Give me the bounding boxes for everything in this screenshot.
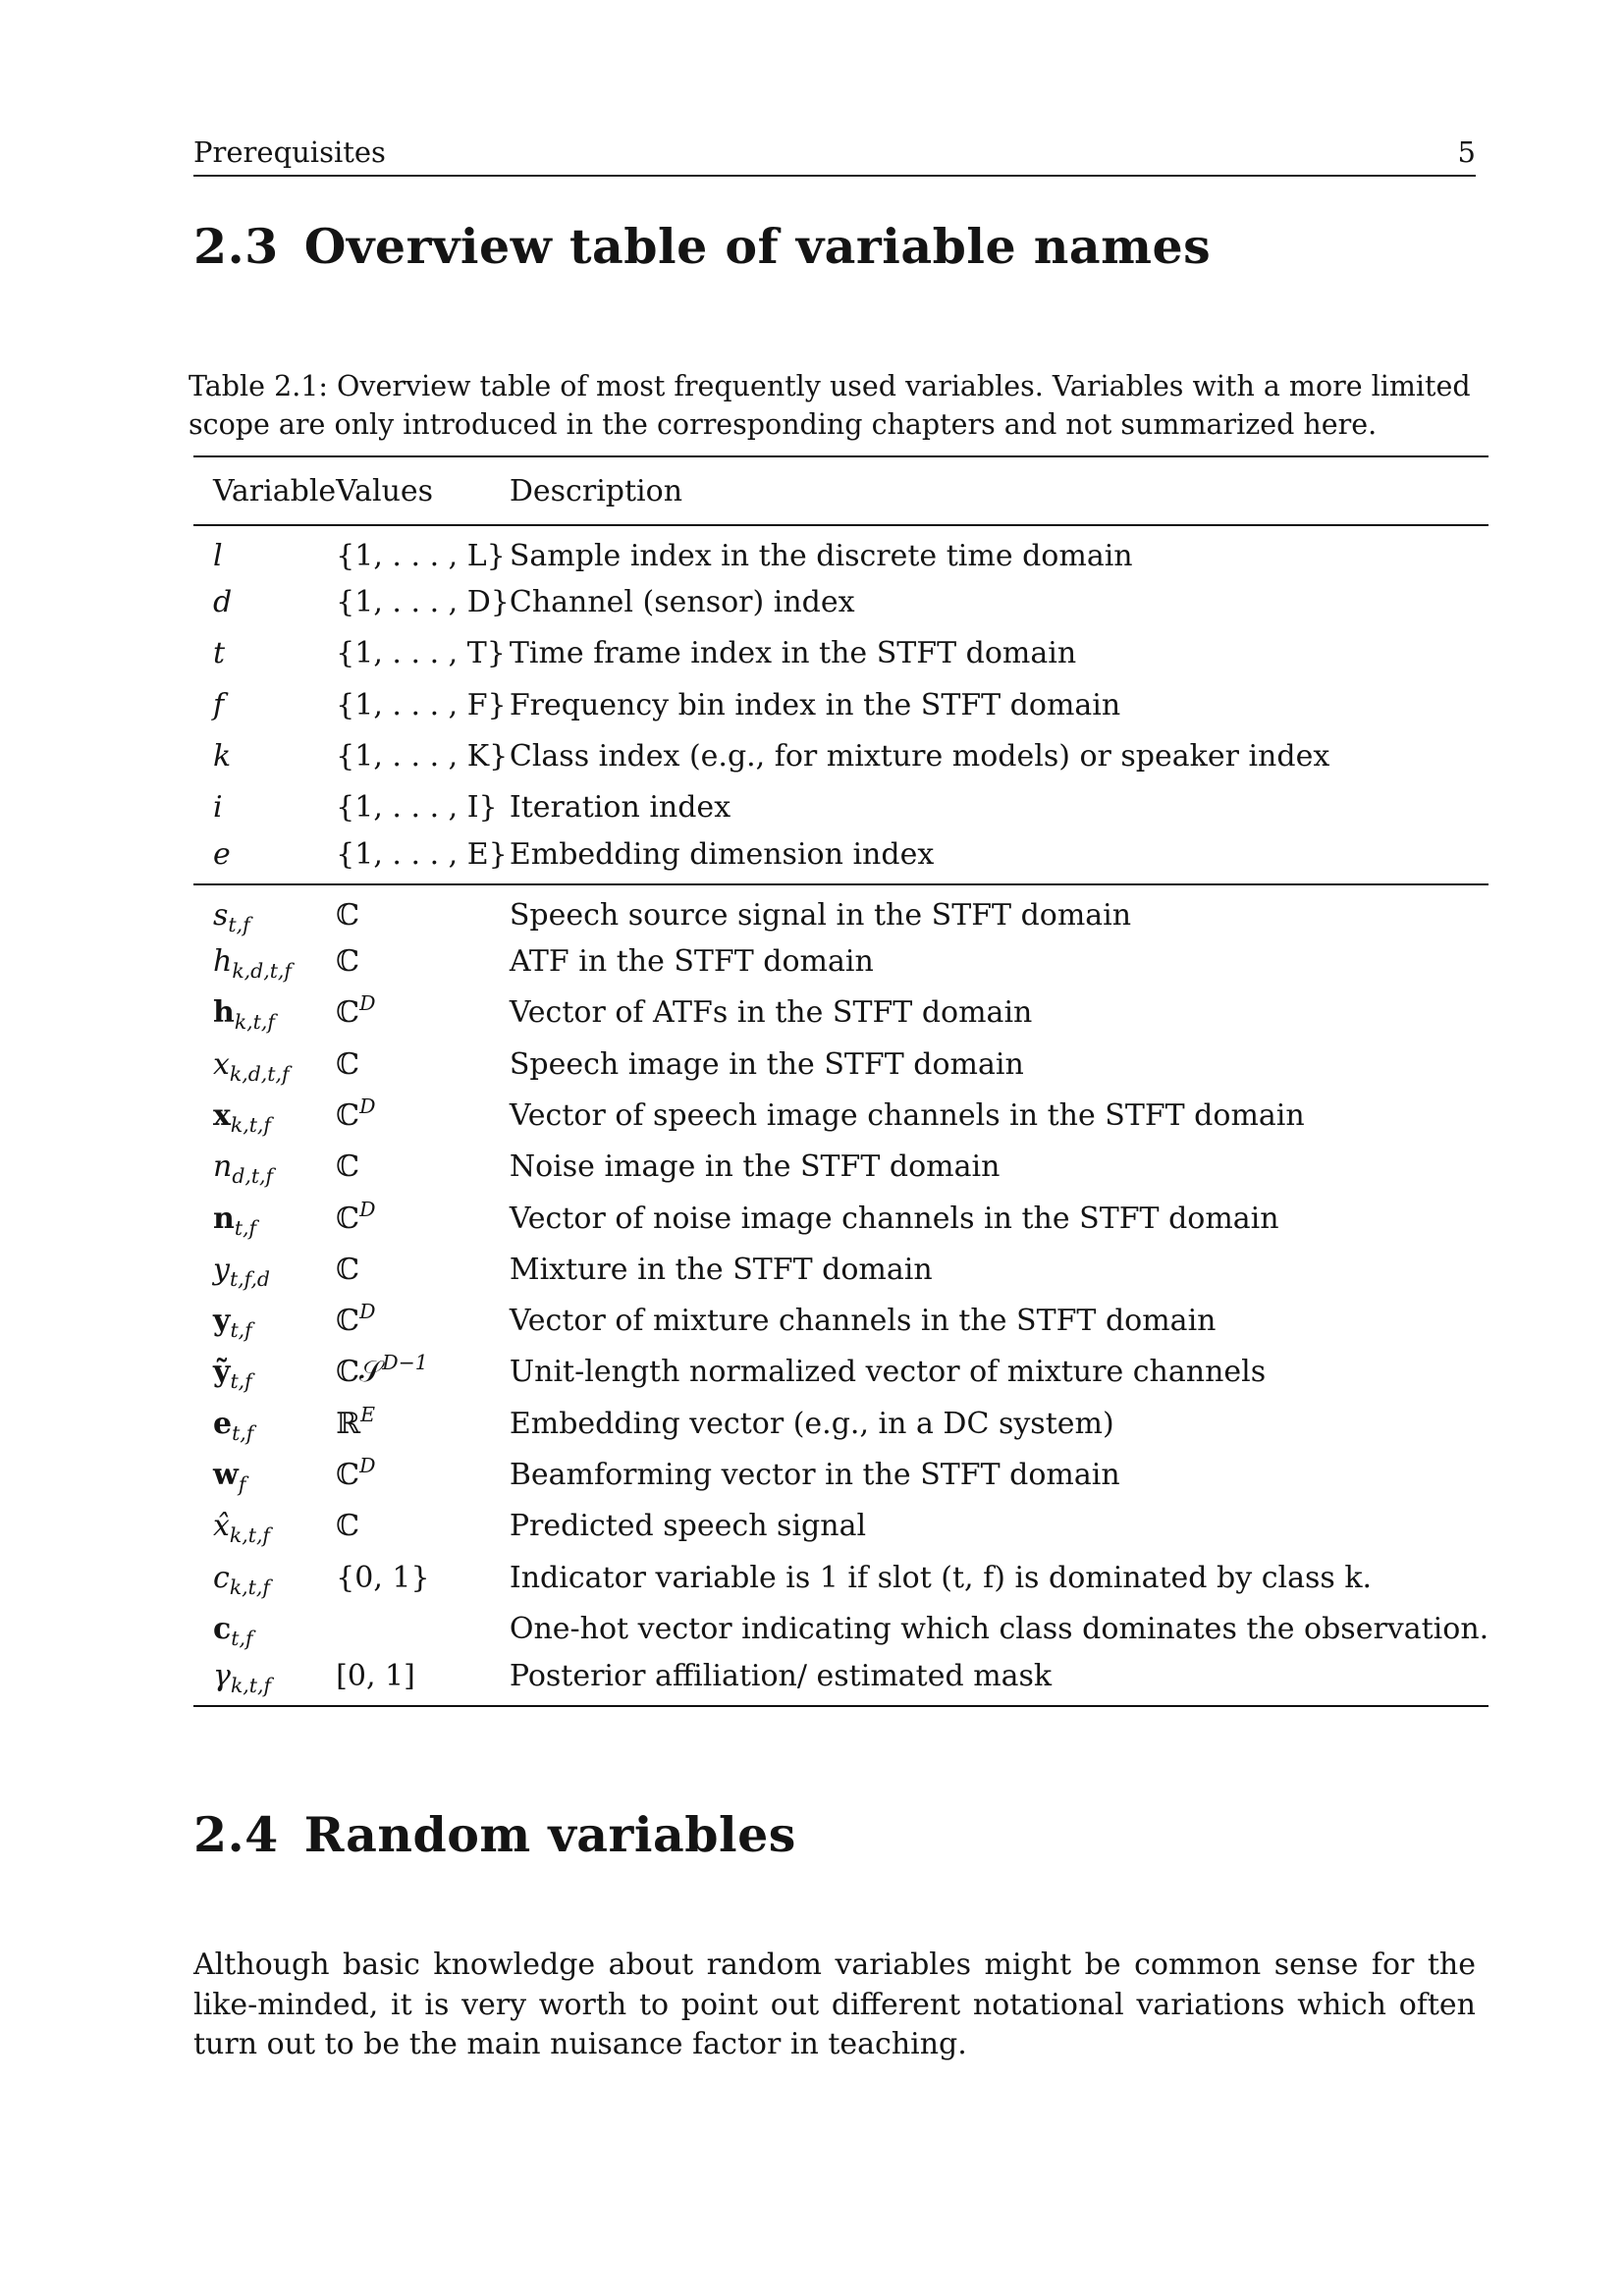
variable-cell (193, 1039, 336, 1090)
table-row (193, 628, 1489, 679)
description-cell: Speech image in the STFT domain (509, 1046, 1024, 1082)
value-set: {0, 1} (336, 1560, 430, 1595)
variable-subscript: t,f (230, 1318, 252, 1343)
variable-cell (193, 1603, 336, 1654)
variable-symbol: n (213, 1149, 233, 1185)
variable-cell (193, 988, 336, 1039)
description-cell: One-hot vector indicating which class dominates the observation. (509, 1611, 1489, 1646)
variable-cell (193, 1295, 336, 1346)
variable-symbol: s (213, 898, 229, 934)
table-row (193, 935, 1489, 987)
table-row (193, 1295, 1489, 1346)
values-cell: {1, . . . , E} (336, 836, 508, 872)
value-superscript: D (359, 1299, 376, 1323)
table-header-row (193, 456, 1489, 525)
signal-variables-group (193, 884, 1489, 1706)
section-heading-2-3 (193, 218, 1211, 275)
value-set: ℂ (336, 1304, 360, 1339)
value-set: ℝ (336, 1406, 361, 1441)
body-paragraph: Although basic knowledge about random variables might be common sense for the like-minded, it is very worth to point out different notational variations which often turn out to be the main nuisance factor in teaching. (193, 1948, 1476, 2061)
variable-cell (193, 1193, 336, 1244)
value-set: ℂ (336, 1201, 360, 1236)
description-cell: Vector of ATFs in the STFT domain (509, 995, 1033, 1031)
variable-cell (193, 1398, 336, 1449)
value-superscript: D (359, 1094, 376, 1118)
description-cell: Beamforming vector in the STFT domain (509, 1457, 1120, 1492)
values-cell: {1, . . . , D} (336, 584, 510, 619)
description-cell: Embedding vector (e.g., in a DC system) (509, 1406, 1114, 1441)
variable-cell (193, 1347, 336, 1398)
values-cell (336, 1552, 510, 1603)
variable-symbol: w (213, 1457, 239, 1492)
value-set: ℂ (336, 1457, 360, 1492)
column-header-variable: Variable (213, 473, 337, 508)
variable-symbol: x (213, 1046, 230, 1082)
variable-cell (193, 935, 336, 987)
description-cell: Predicted speech signal (509, 1509, 867, 1544)
description-cell: Vector of noise image channels in the STFT domain (509, 1201, 1279, 1236)
variable-symbol: x̂ (213, 1509, 230, 1544)
table-row (193, 1039, 1489, 1090)
variable-subscript: k,d,t,f (229, 1061, 290, 1086)
variable-symbol: x (213, 1097, 231, 1133)
variable-cell (193, 1655, 336, 1706)
variable-cell: f (213, 687, 225, 722)
table-row (193, 1347, 1489, 1398)
variable-symbol: n (213, 1201, 235, 1236)
description-cell: Sample index in the discrete time domain (509, 539, 1133, 574)
value-set: ℂ (336, 995, 360, 1031)
variable-symbol: h (213, 995, 235, 1031)
table-row (193, 1603, 1489, 1654)
variable-subscript: k,t,f (229, 1523, 270, 1548)
value-superscript: D (359, 1197, 376, 1221)
description-cell: ATF in the STFT domain (509, 944, 874, 980)
table-row (193, 1552, 1489, 1603)
values-cell (336, 884, 510, 935)
variable-cell (193, 1244, 336, 1295)
variable-cell: k (213, 738, 232, 774)
values-cell: {1, . . . , I} (336, 790, 498, 826)
table-row (193, 1398, 1489, 1449)
variable-subscript: k,t,f (229, 1575, 270, 1599)
value-set: ℂ (336, 1149, 360, 1185)
variable-cell (193, 884, 336, 935)
values-cell (336, 1655, 510, 1706)
description-cell: Class index (e.g., for mixture models) or speaker index (509, 738, 1330, 774)
running-header-title: Prerequisites (193, 135, 386, 169)
table-row (193, 1090, 1489, 1141)
value-superscript: D (359, 1453, 376, 1477)
variable-subscript: k,t,f (230, 1673, 271, 1697)
description-cell: Noise image in the STFT domain (509, 1149, 1001, 1185)
section-title: Random variables (303, 1806, 796, 1863)
value-superscript: D (359, 991, 376, 1016)
value-set: ℂ (336, 1252, 360, 1287)
value-set: ℂ𝒮 (336, 1355, 383, 1390)
values-cell (336, 1295, 510, 1346)
variable-cell: l (213, 539, 223, 574)
section-number: 2.3 (193, 218, 279, 275)
table-row (193, 679, 1489, 730)
table-row (193, 988, 1489, 1039)
table-row (193, 781, 1489, 832)
values-cell (336, 1090, 510, 1141)
variable-symbol: h (213, 944, 233, 980)
value-set: [0, 1] (336, 1658, 415, 1693)
values-cell (336, 1501, 510, 1552)
values-cell (336, 1193, 510, 1244)
values-cell (336, 935, 510, 987)
description-cell: Unit-length normalized vector of mixture channels (509, 1355, 1267, 1390)
variable-cell (193, 1501, 336, 1552)
description-cell: Indicator variable is 1 if slot (t, f) is dominated by class k. (509, 1560, 1373, 1595)
values-cell (336, 1347, 510, 1398)
values-cell (336, 1244, 510, 1295)
values-cell (336, 988, 510, 1039)
description-cell: Vector of speech image channels in the STFT domain (509, 1097, 1305, 1133)
table-row (193, 1655, 1489, 1706)
variable-subscript: t,f (228, 913, 250, 937)
table-row (193, 1501, 1489, 1552)
description-cell: Embedding dimension index (509, 836, 935, 872)
variable-subscript: t,f (231, 1627, 253, 1650)
variable-symbol: c (213, 1611, 232, 1646)
variable-symbol: c (213, 1560, 230, 1595)
variable-subscript: k,t,f (234, 1010, 275, 1035)
variable-table (193, 455, 1489, 1707)
value-set: ℂ (336, 898, 360, 934)
page-number: 5 (1457, 135, 1476, 169)
value-set: ℂ (336, 1097, 360, 1133)
variable-symbol: y (213, 1304, 231, 1339)
table-row (193, 1244, 1489, 1295)
variable-symbol: ỹ (213, 1355, 231, 1390)
description-cell: Speech source signal in the STFT domain (509, 898, 1132, 934)
values-cell (336, 1039, 510, 1090)
variable-subscript: t,f (234, 1215, 257, 1240)
values-cell: {1, . . . , K} (336, 738, 509, 774)
table-row (193, 1142, 1489, 1193)
value-set: ℂ (336, 944, 360, 980)
table-caption: Table 2.1: Overview table of most frequently used variables. Variables with a more limited scope are only introduced in the corresponding chapters and not summarized here. (189, 370, 1471, 441)
running-header (193, 130, 1476, 177)
values-cell: {1, . . . , F} (336, 687, 507, 722)
variable-cell (193, 1449, 336, 1500)
variable-subscript: t,f,d (229, 1266, 270, 1291)
index-variables-group (193, 525, 1489, 884)
variable-symbol: y (213, 1252, 230, 1287)
variable-cell (193, 1142, 336, 1193)
variable-cell (193, 1552, 336, 1603)
section-number: 2.4 (193, 1806, 279, 1863)
variable-cell: e (213, 836, 231, 872)
value-set: ℂ (336, 1046, 360, 1082)
variable-cell: t (213, 636, 226, 671)
value-set: ℂ (336, 1509, 360, 1544)
variable-symbol: e (213, 1406, 233, 1441)
description-cell: Time frame index in the STFT domain (509, 636, 1077, 671)
variable-cell: i (213, 790, 223, 826)
description-cell: Posterior affiliation/ estimated mask (509, 1658, 1053, 1693)
description-cell: Vector of mixture channels in the STFT domain (509, 1304, 1217, 1339)
variable-subscript: d,t,f (232, 1164, 274, 1189)
table-row (193, 1449, 1489, 1500)
variable-cell (193, 1090, 336, 1141)
description-cell: Iteration index (509, 790, 731, 826)
values-cell (336, 1603, 510, 1654)
table-row (193, 1193, 1489, 1244)
description-cell: Mixture in the STFT domain (509, 1252, 933, 1287)
variable-subscript: k,t,f (230, 1113, 271, 1138)
column-header-values: Values (336, 473, 434, 508)
variable-cell: d (213, 584, 233, 619)
variable-subscript: t,f (232, 1420, 254, 1445)
table-row (193, 525, 1489, 576)
values-cell: {1, . . . , L} (336, 539, 506, 574)
section-title: Overview table of variable names (303, 218, 1212, 275)
variable-symbol: γ (213, 1658, 231, 1693)
variable-subscript: t,f (230, 1369, 252, 1394)
values-cell (336, 1398, 510, 1449)
table-row (193, 884, 1489, 935)
value-superscript: E (360, 1402, 375, 1426)
table-row (193, 576, 1489, 627)
table-row (193, 833, 1489, 884)
table-row (193, 730, 1489, 781)
description-cell: Channel (sensor) index (509, 584, 855, 619)
values-cell (336, 1142, 510, 1193)
value-superscript: D−1 (382, 1351, 428, 1375)
values-cell: {1, . . . , T} (336, 636, 506, 671)
values-cell (336, 1449, 510, 1500)
column-header-description: Description (509, 473, 683, 508)
variable-subscript: f (238, 1472, 246, 1497)
variable-subscript: k,d,t,f (232, 959, 292, 984)
description-cell: Frequency bin index in the STFT domain (509, 687, 1121, 722)
section-heading-2-4 (193, 1806, 796, 1863)
